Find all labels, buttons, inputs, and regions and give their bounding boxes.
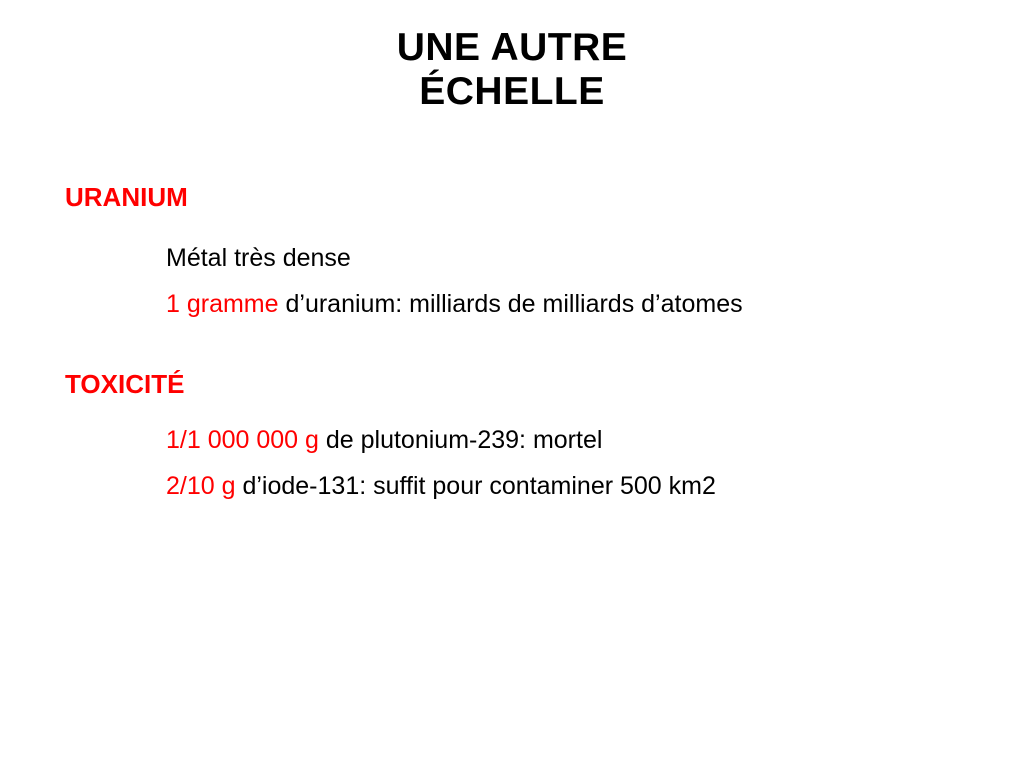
uranium-line-2-text: d’uranium: milliards de milliards d’atomes — [278, 290, 743, 318]
slide-title-line-1: UNE AUTRE — [396, 26, 628, 69]
uranium-line-2-highlight: 1 gramme — [166, 290, 279, 318]
uranium-line-2 — [166, 289, 743, 319]
slide-title-line-2: ÉCHELLE — [419, 70, 605, 113]
slide-title — [0, 26, 1024, 114]
section-heading-toxicite: TOXICITÉ — [65, 369, 185, 399]
uranium-line-1 — [166, 243, 351, 273]
toxicite-line-2 — [166, 471, 716, 501]
toxicite-line-1-highlight: 1/1 000 000 g — [166, 426, 319, 454]
section-heading-uranium: URANIUM — [65, 182, 188, 212]
toxicite-line-1-text: de plutonium-239: mortel — [318, 426, 603, 454]
toxicite-line-1 — [166, 425, 602, 455]
toxicite-line-2-text: d’iode-131: suffit pour contaminer 500 km2 — [235, 472, 716, 500]
uranium-line-1-text: Métal très dense — [166, 244, 351, 272]
toxicite-line-2-highlight: 2/10 g — [166, 472, 236, 500]
